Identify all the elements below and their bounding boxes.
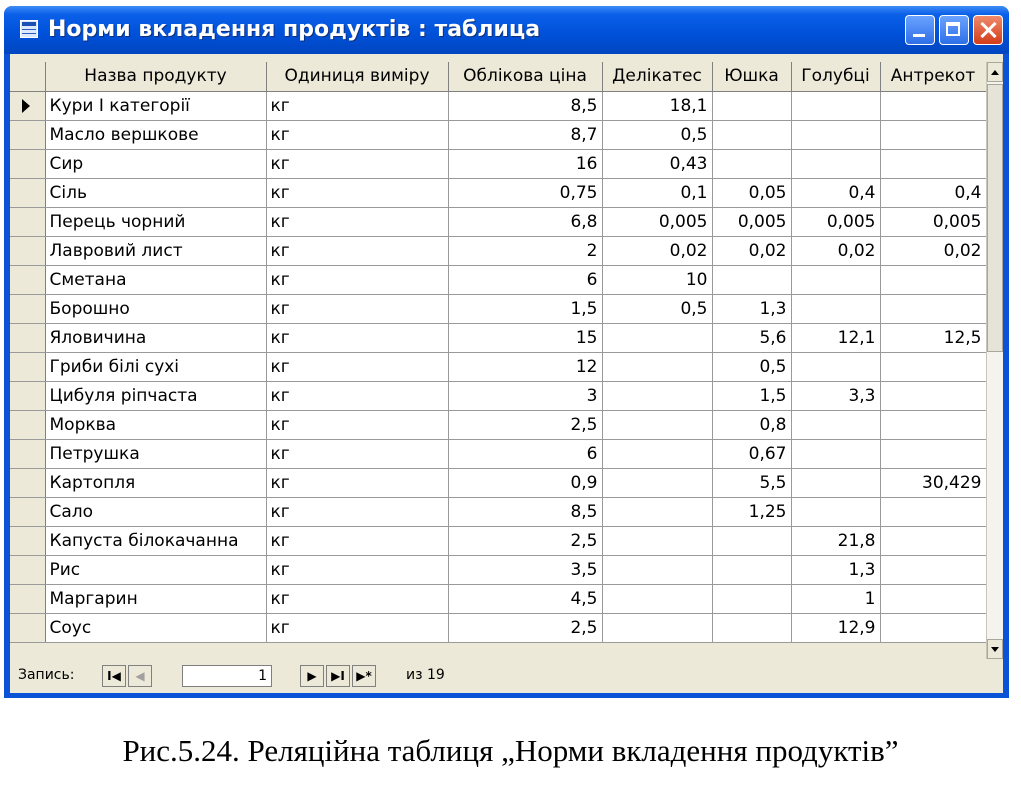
table-cell[interactable]	[880, 149, 986, 178]
minimize-button[interactable]	[905, 15, 935, 45]
table-cell[interactable]: 2,5	[448, 526, 602, 555]
table-window	[4, 6, 1009, 698]
table-cell[interactable]: 0,02	[791, 236, 880, 265]
table-cell[interactable]: 1,5	[712, 381, 791, 410]
column-header[interactable]: Назва продукту	[45, 62, 266, 91]
table-cell[interactable]: 16	[448, 149, 602, 178]
column-header[interactable]: Антрекот	[880, 62, 986, 91]
record-selector[interactable]	[10, 526, 45, 555]
table-cell[interactable]	[712, 149, 791, 178]
table-cell[interactable]: 0,05	[712, 178, 791, 207]
table-cell[interactable]: кг	[266, 410, 448, 439]
last-record-button[interactable]: ▶I	[326, 665, 350, 687]
table-cell[interactable]: 2	[448, 236, 602, 265]
datasheet-table	[10, 62, 987, 643]
table-row[interactable]	[10, 497, 986, 526]
table-row[interactable]	[10, 236, 986, 265]
table-cell[interactable]: 12,5	[880, 323, 986, 352]
table-cell[interactable]: кг	[266, 91, 448, 120]
table-cell[interactable]: кг	[266, 439, 448, 468]
table-cell[interactable]: кг	[266, 613, 448, 642]
table-cell[interactable]: Гриби білі сухі	[45, 352, 266, 381]
scroll-thumb[interactable]	[987, 84, 1003, 352]
table-cell[interactable]: 12,1	[791, 323, 880, 352]
record-selector[interactable]	[10, 91, 45, 120]
previous-record-button[interactable]: ◀	[128, 665, 152, 687]
table-cell[interactable]	[712, 91, 791, 120]
figure-caption: Рис.5.24. Реляційна таблиця „Норми вкладення продуктів”	[122, 733, 899, 768]
table-row[interactable]	[10, 178, 986, 207]
table-cell[interactable]: 5,5	[712, 468, 791, 497]
record-selector[interactable]	[10, 352, 45, 381]
table-cell[interactable]: кг	[266, 178, 448, 207]
table-cell[interactable]: 0,4	[880, 178, 986, 207]
record-selector[interactable]	[10, 265, 45, 294]
table-cell[interactable]	[712, 584, 791, 613]
table-cell[interactable]: 1	[791, 584, 880, 613]
table-cell[interactable]: 12,9	[791, 613, 880, 642]
table-cell[interactable]: Картопля	[45, 468, 266, 497]
select-all-cell[interactable]	[10, 62, 45, 91]
table-cell[interactable]: Петрушка	[45, 439, 266, 468]
table-row[interactable]	[10, 294, 986, 323]
table-cell[interactable]	[602, 323, 712, 352]
record-selector[interactable]	[10, 207, 45, 236]
table-cell[interactable]	[880, 584, 986, 613]
table-cell[interactable]: Цибуля ріпчаста	[45, 381, 266, 410]
record-selector[interactable]	[10, 323, 45, 352]
table-cell[interactable]	[880, 120, 986, 149]
scroll-up-button[interactable]	[987, 62, 1003, 82]
table-cell[interactable]	[791, 410, 880, 439]
table-cell[interactable]: 8,5	[448, 497, 602, 526]
table-cell[interactable]: 3,5	[448, 555, 602, 584]
table-cell[interactable]	[602, 555, 712, 584]
table-cell[interactable]: кг	[266, 352, 448, 381]
table-cell[interactable]	[602, 584, 712, 613]
table-cell[interactable]	[880, 352, 986, 381]
table-cell[interactable]: 1,5	[448, 294, 602, 323]
datasheet-area	[10, 54, 1003, 693]
header-row	[10, 62, 986, 91]
table-cell[interactable]: 0,5	[602, 120, 712, 149]
table-cell[interactable]	[880, 439, 986, 468]
table-row[interactable]	[10, 91, 986, 120]
table-cell[interactable]: 8,5	[448, 91, 602, 120]
table-cell[interactable]: 6	[448, 439, 602, 468]
current-record-arrow-icon	[22, 99, 30, 113]
table-cell[interactable]	[880, 497, 986, 526]
table-cell[interactable]: Масло вершкове	[45, 120, 266, 149]
record-number-input[interactable]: 1	[182, 665, 272, 687]
table-cell[interactable]	[712, 613, 791, 642]
record-count: из 19	[406, 667, 445, 683]
table-cell[interactable]: 12	[448, 352, 602, 381]
table-cell[interactable]: Сир	[45, 149, 266, 178]
table-cell[interactable]: 0,67	[712, 439, 791, 468]
table-cell[interactable]	[880, 91, 986, 120]
table-cell[interactable]	[712, 120, 791, 149]
table-cell[interactable]	[791, 120, 880, 149]
table-cell[interactable]: кг	[266, 236, 448, 265]
record-selector[interactable]	[10, 410, 45, 439]
scroll-down-button[interactable]	[987, 639, 1003, 659]
record-selector[interactable]	[10, 584, 45, 613]
next-record-button[interactable]: ▶	[300, 665, 324, 687]
table-row[interactable]	[10, 149, 986, 178]
table-cell[interactable]: Перець чорний	[45, 207, 266, 236]
table-cell[interactable]	[712, 526, 791, 555]
record-selector[interactable]	[10, 120, 45, 149]
table-cell[interactable]	[602, 526, 712, 555]
table-cell[interactable]	[880, 555, 986, 584]
table-cell[interactable]: 0,005	[880, 207, 986, 236]
table-cell[interactable]: 0,005	[712, 207, 791, 236]
table-cell[interactable]: кг	[266, 555, 448, 584]
table-cell[interactable]: кг	[266, 497, 448, 526]
table-cell[interactable]: 0,02	[712, 236, 791, 265]
table-cell[interactable]: 0,8	[712, 410, 791, 439]
table-cell[interactable]	[602, 613, 712, 642]
table-row[interactable]	[10, 410, 986, 439]
table-row[interactable]	[10, 352, 986, 381]
table-cell[interactable]: 1,3	[712, 294, 791, 323]
table-cell[interactable]	[880, 294, 986, 323]
table-cell[interactable]: кг	[266, 381, 448, 410]
column-header[interactable]: Делікатес	[602, 62, 712, 91]
table-cell[interactable]	[880, 526, 986, 555]
column-header[interactable]: Облікова ціна	[448, 62, 602, 91]
maximize-button[interactable]	[939, 15, 969, 45]
table-icon	[20, 20, 38, 38]
table-row[interactable]	[10, 526, 986, 555]
table-cell[interactable]: 0,1	[602, 178, 712, 207]
close-button[interactable]	[973, 15, 1003, 45]
table-cell[interactable]: Капуста білокачанна	[45, 526, 266, 555]
new-record-button[interactable]: ▶*	[352, 665, 376, 687]
table-cell[interactable]: 18,1	[602, 91, 712, 120]
table-cell[interactable]: 0,005	[791, 207, 880, 236]
table-row[interactable]	[10, 120, 986, 149]
table-cell[interactable]: кг	[266, 584, 448, 613]
record-selector[interactable]	[10, 294, 45, 323]
table-cell[interactable]	[791, 265, 880, 294]
table-cell[interactable]: 1,25	[712, 497, 791, 526]
table-cell[interactable]: Сіль	[45, 178, 266, 207]
table-cell[interactable]: Рис	[45, 555, 266, 584]
table-cell[interactable]: кг	[266, 149, 448, 178]
table-cell[interactable]: 0,43	[602, 149, 712, 178]
table-cell[interactable]: 2,5	[448, 613, 602, 642]
first-record-button[interactable]: I◀	[102, 665, 126, 687]
table-cell[interactable]: Сметана	[45, 265, 266, 294]
table-cell[interactable]: кг	[266, 207, 448, 236]
table-cell[interactable]: 0,02	[880, 236, 986, 265]
table-cell[interactable]: кг	[266, 526, 448, 555]
table-cell[interactable]: 4,5	[448, 584, 602, 613]
table-cell[interactable]	[602, 439, 712, 468]
table-cell[interactable]	[791, 468, 880, 497]
table-cell[interactable]	[602, 410, 712, 439]
vertical-scrollbar[interactable]	[986, 62, 1003, 659]
table-row[interactable]	[10, 439, 986, 468]
record-selector[interactable]	[10, 439, 45, 468]
table-cell[interactable]	[602, 381, 712, 410]
column-header[interactable]: Юшка	[712, 62, 791, 91]
record-selector[interactable]	[10, 178, 45, 207]
table-cell[interactable]: кг	[266, 265, 448, 294]
table-row[interactable]	[10, 381, 986, 410]
table-cell[interactable]: 1,3	[791, 555, 880, 584]
table-cell[interactable]: Яловичина	[45, 323, 266, 352]
table-cell[interactable]: 0,4	[791, 178, 880, 207]
table-cell[interactable]: 8,7	[448, 120, 602, 149]
table-cell[interactable]: кг	[266, 468, 448, 497]
record-selector[interactable]	[10, 149, 45, 178]
table-cell[interactable]: 6	[448, 265, 602, 294]
table-cell[interactable]: Сало	[45, 497, 266, 526]
table-row[interactable]	[10, 468, 986, 497]
table-cell[interactable]: 10	[602, 265, 712, 294]
record-selector[interactable]	[10, 613, 45, 642]
table-cell[interactable]: Кури І категорії	[45, 91, 266, 120]
table-cell[interactable]	[712, 555, 791, 584]
table-cell[interactable]: Маргарин	[45, 584, 266, 613]
record-selector[interactable]	[10, 468, 45, 497]
title-bar[interactable]	[4, 6, 1009, 54]
table-cell[interactable]	[880, 265, 986, 294]
table-cell[interactable]	[880, 613, 986, 642]
table-cell[interactable]: кг	[266, 323, 448, 352]
table-cell[interactable]: 5,6	[712, 323, 791, 352]
column-header[interactable]: Одиниця виміру	[266, 62, 448, 91]
table-cell[interactable]	[791, 352, 880, 381]
table-cell[interactable]	[880, 410, 986, 439]
table-row[interactable]	[10, 323, 986, 352]
table-row[interactable]	[10, 613, 986, 642]
table-cell[interactable]: 30,429	[880, 468, 986, 497]
table-cell[interactable]	[602, 497, 712, 526]
table-cell[interactable]: 0,02	[602, 236, 712, 265]
record-selector[interactable]	[10, 555, 45, 584]
table-cell[interactable]	[880, 381, 986, 410]
record-selector[interactable]	[10, 497, 45, 526]
table-cell[interactable]	[791, 91, 880, 120]
table-row[interactable]	[10, 555, 986, 584]
table-cell[interactable]: 3	[448, 381, 602, 410]
table-row[interactable]	[10, 584, 986, 613]
table-cell[interactable]: Морква	[45, 410, 266, 439]
table-cell[interactable]	[791, 439, 880, 468]
column-header[interactable]: Голубці	[791, 62, 880, 91]
table-cell[interactable]	[602, 468, 712, 497]
table-cell[interactable]: 0,9	[448, 468, 602, 497]
table-cell[interactable]: 0,005	[602, 207, 712, 236]
table-cell[interactable]: 2,5	[448, 410, 602, 439]
table-cell[interactable]: 0,5	[712, 352, 791, 381]
table-cell[interactable]	[791, 497, 880, 526]
table-row[interactable]	[10, 265, 986, 294]
record-selector[interactable]	[10, 236, 45, 265]
table-cell[interactable]: 21,8	[791, 526, 880, 555]
table-cell[interactable]: Борошно	[45, 294, 266, 323]
record-selector[interactable]	[10, 381, 45, 410]
table-cell[interactable]	[602, 352, 712, 381]
table-cell[interactable]	[791, 294, 880, 323]
table-cell[interactable]: 0,5	[602, 294, 712, 323]
table-cell[interactable]	[791, 149, 880, 178]
table-cell[interactable]: Соус	[45, 613, 266, 642]
window-title: Норми вкладення продуктів : таблица	[48, 17, 541, 42]
record-navigator	[10, 662, 1003, 690]
table-cell[interactable]: кг	[266, 294, 448, 323]
table-row[interactable]	[10, 207, 986, 236]
table-cell[interactable]: Лавровий лист	[45, 236, 266, 265]
table-cell[interactable]: 6,8	[448, 207, 602, 236]
table-cell[interactable]	[712, 265, 791, 294]
table-cell[interactable]: 0,75	[448, 178, 602, 207]
table-cell[interactable]: 3,3	[791, 381, 880, 410]
table-cell[interactable]: 15	[448, 323, 602, 352]
record-label: Запись:	[18, 667, 75, 683]
table-cell[interactable]: кг	[266, 120, 448, 149]
